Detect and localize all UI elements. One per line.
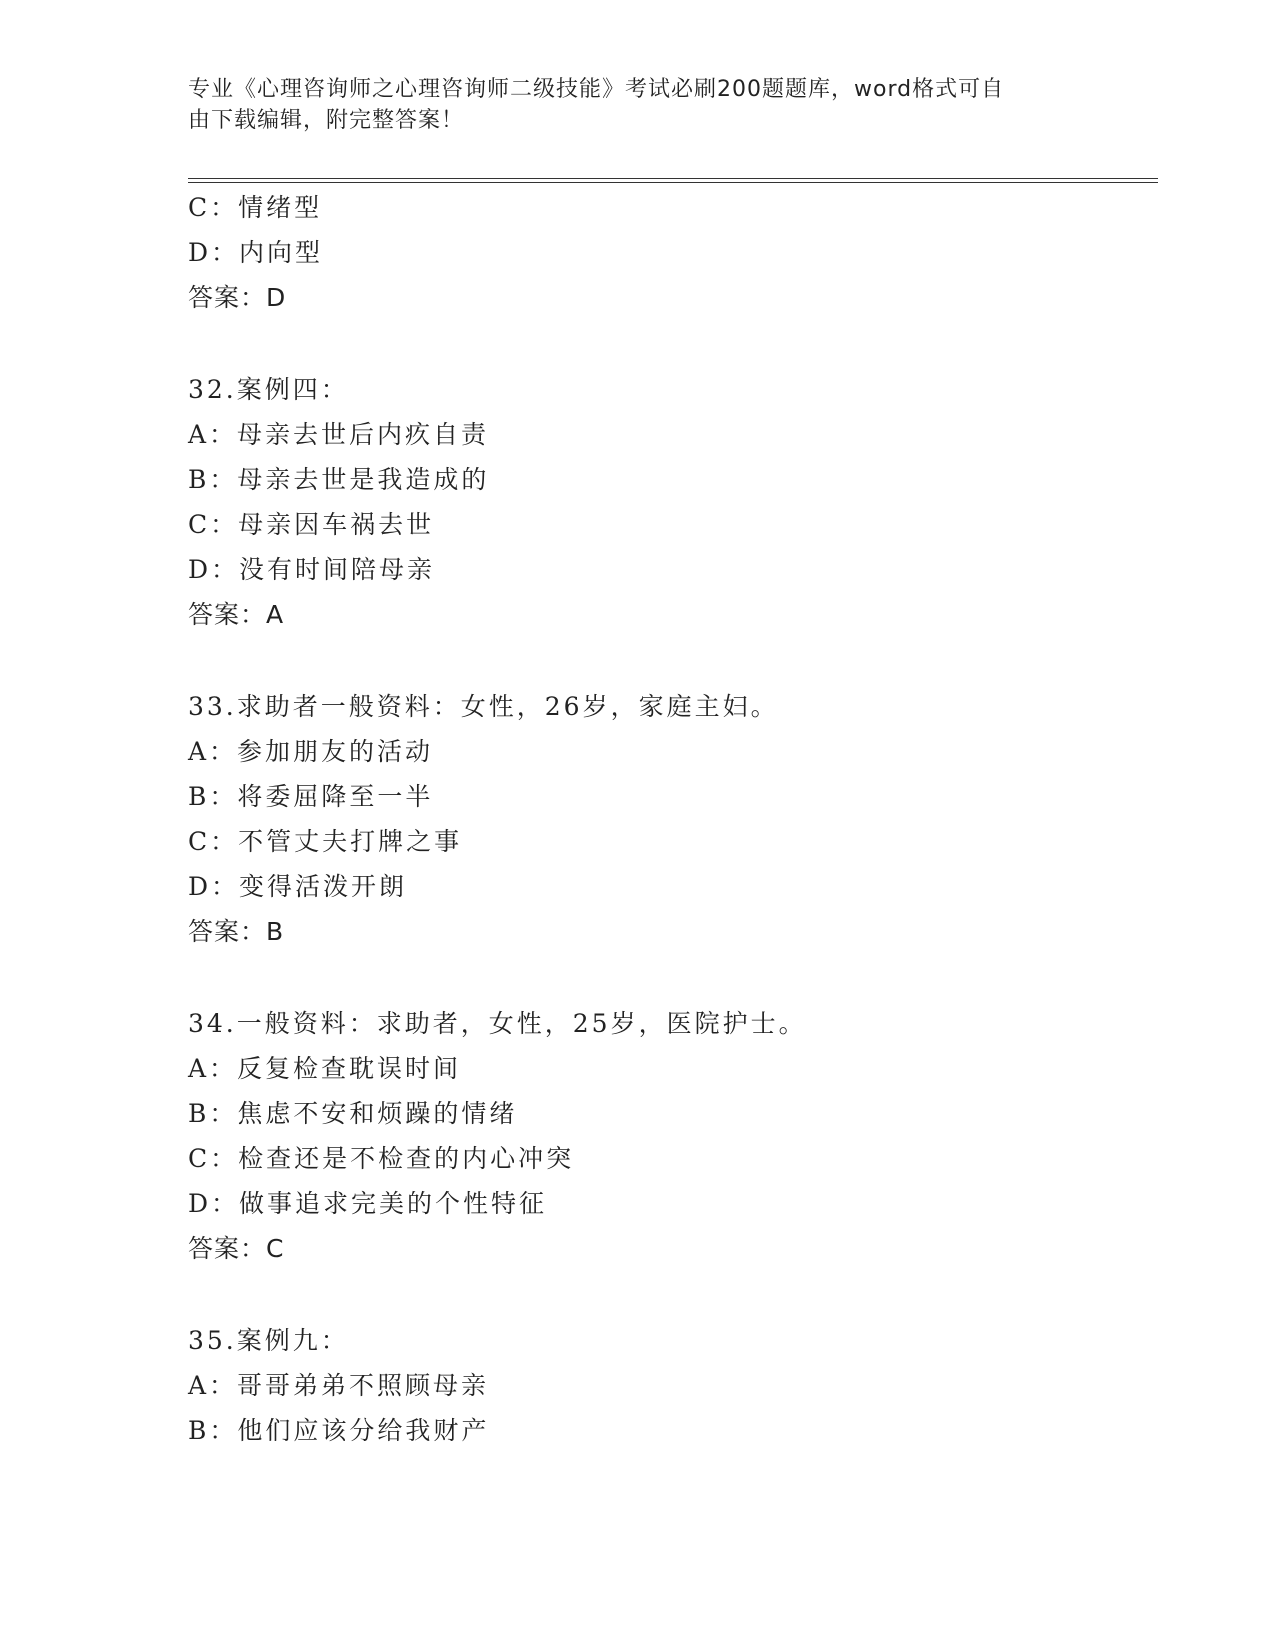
option-c: C：检查还是不检查的内心冲突 xyxy=(188,1144,575,1173)
question-stem: 32.案例四： xyxy=(188,375,349,404)
option-d: D：没有时间陪母亲 xyxy=(188,555,436,584)
answer-line: 答案：A xyxy=(188,600,285,629)
header-line-1: 专业《心理咨询师之心理咨询师二级技能》考试必刷200题题库，word格式可自 xyxy=(188,77,1005,102)
option-c: C：不管丈夫打牌之事 xyxy=(188,827,463,856)
question-stem: 35.案例九： xyxy=(188,1326,349,1355)
header-rule-bottom xyxy=(188,182,1158,183)
option-b: B：母亲去世是我造成的 xyxy=(188,465,490,494)
option-a: A：哥哥弟弟不照顾母亲 xyxy=(188,1371,490,1400)
option-a: A：反复检查耽误时间 xyxy=(188,1054,462,1083)
header-rule-top xyxy=(188,178,1158,179)
option-b: B：焦虑不安和烦躁的情绪 xyxy=(188,1099,518,1128)
answer-line: 答案：D xyxy=(188,283,287,312)
option-a: A：参加朋友的活动 xyxy=(188,737,434,766)
document-header xyxy=(188,74,1088,136)
option-d: D：内向型 xyxy=(188,238,324,267)
answer-line: 答案：C xyxy=(188,1234,285,1263)
option-c: C：母亲因车祸去世 xyxy=(188,510,435,539)
question-stem: 34.一般资料：求助者，女性，25岁，医院护士。 xyxy=(188,1009,807,1038)
question-stem: 33.求助者一般资料：女性，26岁，家庭主妇。 xyxy=(188,692,779,721)
option-c: C：情绪型 xyxy=(188,193,323,222)
option-a: A：母亲去世后内疚自责 xyxy=(188,420,490,449)
option-d: D：变得活泼开朗 xyxy=(188,872,408,901)
option-d: D：做事追求完美的个性特征 xyxy=(188,1189,548,1218)
option-b: B：他们应该分给我财产 xyxy=(188,1416,490,1445)
answer-line: 答案：B xyxy=(188,917,285,946)
header-line-2: 由下载编辑，附完整答案！ xyxy=(188,108,465,133)
option-b: B：将委屈降至一半 xyxy=(188,782,434,811)
